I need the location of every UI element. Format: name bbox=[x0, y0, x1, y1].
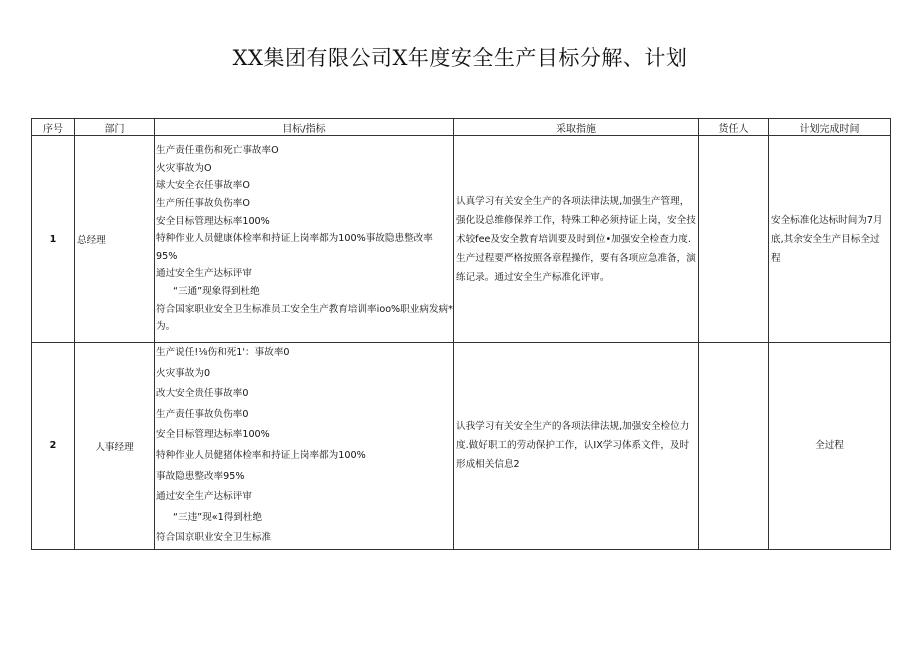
target-item: 安全目标管理达标率100% bbox=[156, 429, 270, 441]
target-item: 特种作业人员健康体检率和持证上岗率都为100%事故隐患整改率95% bbox=[156, 233, 433, 262]
target-item: 球大安全衣任事故率O bbox=[156, 180, 250, 192]
target-item: 通过安全生产达标评审 bbox=[156, 491, 252, 503]
row-plan: 安全标准化达标时间为7月底,其余安全生产目标全过程 bbox=[769, 136, 891, 343]
target-item: 通过安全生产达标评审 bbox=[156, 268, 252, 280]
table-row bbox=[32, 343, 891, 550]
row-plan: 全过程 bbox=[769, 343, 891, 550]
header-plan: 计划完成时间 bbox=[769, 119, 891, 136]
target-item: 生产所任事故负伤率O bbox=[156, 198, 250, 210]
target-item: 生产责任重伤和死亡事故率O bbox=[156, 145, 279, 157]
row-no: 2 bbox=[32, 343, 75, 550]
target-item: 事故隐患整改率95% bbox=[156, 470, 245, 482]
row-targets bbox=[155, 136, 454, 343]
target-item: 火灾事故为0 bbox=[156, 367, 211, 379]
header-targets: 目标/指标 bbox=[155, 119, 454, 136]
row-owner bbox=[699, 343, 769, 550]
row-measures: 认真学习有关安全生产的各项法律法规,加强生产管理，强化设总维修保养工作，特殊工种必须持证上岗，安全技术较fee及安全教育培训要及时到位•加强安全检查力度.生产过程要严格按照各章程操作，要有各项应急准备，演练记录。通过安全生产标准化评审。 bbox=[454, 136, 699, 343]
target-item: 生产说任!⅛伤和死1'：事故率0 bbox=[156, 347, 290, 358]
row-dept: 人事经理 bbox=[75, 343, 155, 550]
target-item: 特种作业人员健猪体检率和持证上岗率都为100% bbox=[156, 449, 366, 461]
target-item: “三通”现象得到杜绝 bbox=[173, 285, 260, 297]
row-dept: 总经理 bbox=[75, 136, 155, 343]
table-header-row bbox=[32, 119, 891, 136]
row-targets bbox=[155, 343, 454, 550]
target-item: 符合国家职业安全卫生标准员工安全生产教育培训率ioo%职业病发病*为。 bbox=[156, 303, 453, 333]
target-item: 改大安全贵任事故率0 bbox=[156, 388, 249, 400]
row-no: 1 bbox=[32, 136, 75, 343]
target-item: 火灾事故为O bbox=[156, 162, 212, 174]
header-no: 序号 bbox=[32, 119, 75, 136]
row-owner bbox=[699, 136, 769, 343]
header-measures: 采取指施 bbox=[454, 119, 699, 136]
table-row bbox=[32, 136, 891, 343]
page-title: XX集团有限公司X年度安全生产目标分解、计划 bbox=[232, 46, 688, 70]
target-plan-table bbox=[31, 118, 891, 550]
row-measures: 认我学习有关安全生产的各项法律法规,加强安全检位力度.做好职工的劳动保护工作，认IX学习体系文件，及时形成相关信息2 bbox=[454, 343, 699, 550]
target-item: 符合国京职业安全卫生标准 bbox=[156, 532, 272, 544]
target-item: 安全目标管理达标率100% bbox=[156, 215, 270, 227]
header-owner: 货任人 bbox=[699, 119, 769, 136]
header-dept: 部门 bbox=[75, 119, 155, 136]
target-item: “三违”现«1得到杜绝 bbox=[173, 511, 263, 523]
target-item: 生产责任事故负伤率0 bbox=[156, 408, 249, 420]
